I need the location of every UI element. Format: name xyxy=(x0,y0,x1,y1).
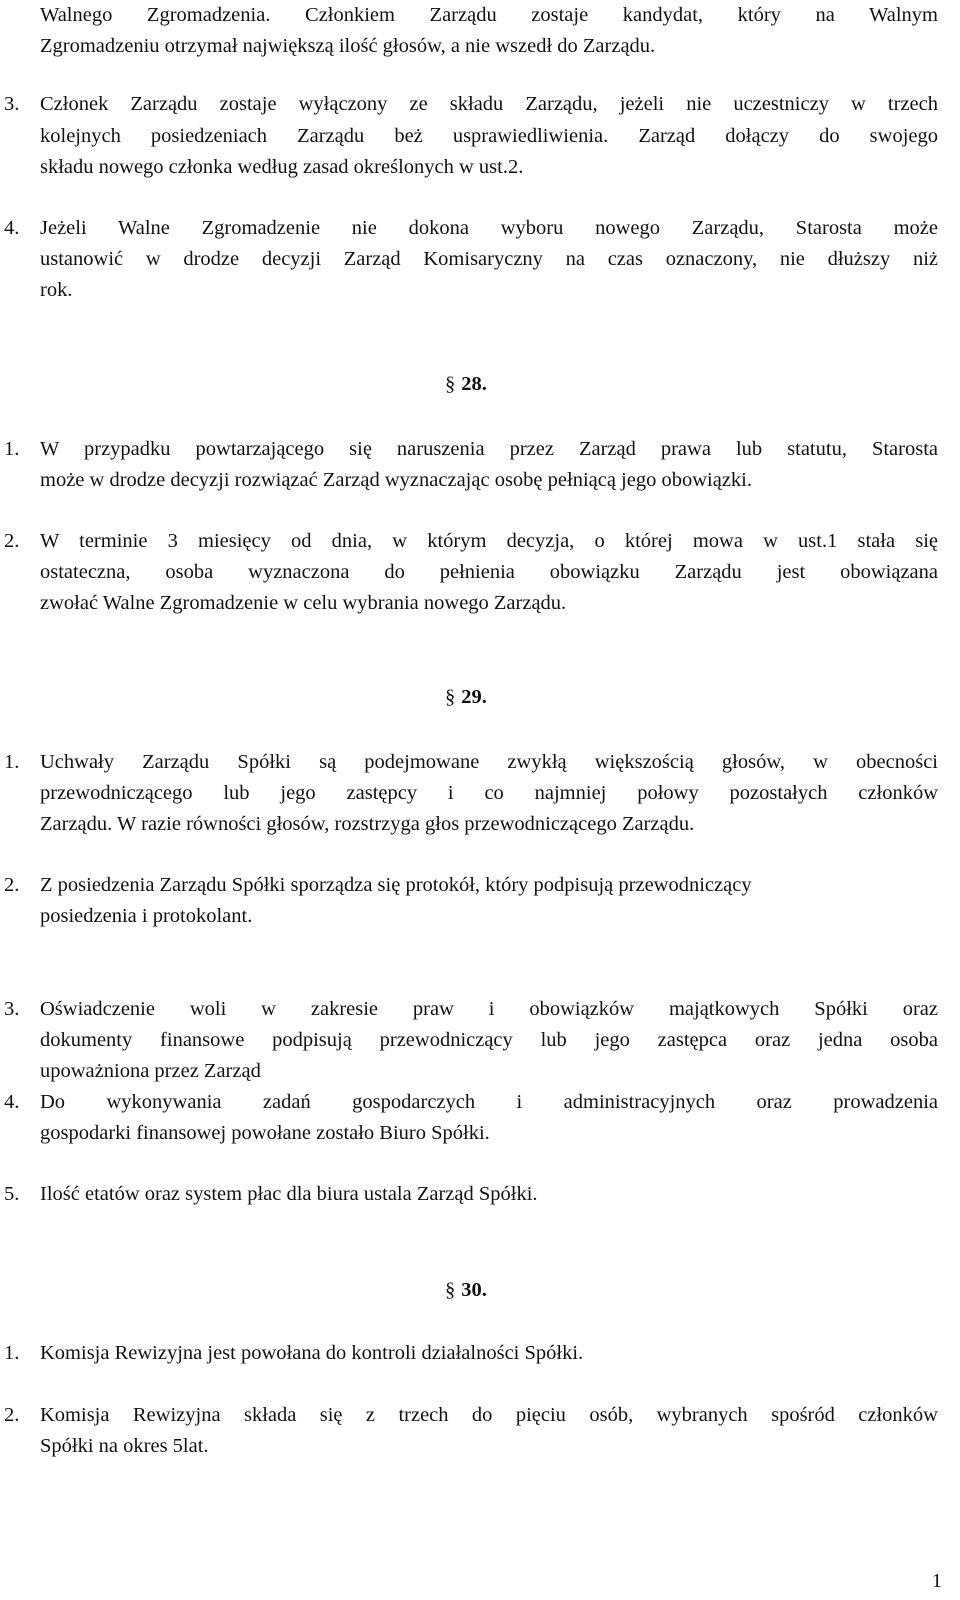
paragraph-line: posiedzenia i protokolant. xyxy=(40,905,253,927)
paragraph-line: Komisja Rewizyjna jest powołana do kontroli działalności Spółki. xyxy=(40,1342,584,1364)
paragraph-number: 3. xyxy=(4,998,20,1020)
intro-line-1: Walnego Zgromadzenia. Członkiem Zarządu zostaje kandydat, który na Walnym xyxy=(40,4,938,26)
section-number: 28. xyxy=(461,373,487,395)
paragraph-number: 1. xyxy=(4,751,20,773)
paragraph-line: rok. xyxy=(40,279,73,301)
paragraph-line: Członek Zarządu zostaje wyłączony ze składu Zarządu, jeżeli nie uczestniczy w trzech xyxy=(40,93,938,115)
section-symbol: § xyxy=(445,373,456,395)
paragraph-line: W terminie 3 miesięcy od dnia, w którym decyzja, o której mowa w ust.1 stała się xyxy=(40,530,938,552)
paragraph-line: ustanowić w drodze decyzji Zarząd Komisaryczny na czas oznaczony, nie dłuższy niż xyxy=(40,248,938,270)
paragraph-line: Zarządu. W razie równości głosów, rozstrzyga głos przewodniczącego Zarządu. xyxy=(40,813,695,835)
paragraph-line: ostateczna, osoba wyznaczona do pełnienia obowiązku Zarządu jest obowiązana xyxy=(40,561,938,583)
paragraph-number: 2. xyxy=(4,874,20,896)
section-heading-30 xyxy=(445,1274,487,1306)
paragraph-line: Oświadczenie woli w zakresie praw i obowiązków majątkowych Spółki oraz xyxy=(40,998,938,1020)
intro-line-2: Zgromadzeniu otrzymał największą ilość głosów, a nie wszedł do Zarządu. xyxy=(40,35,656,57)
paragraph-line: Uchwały Zarządu Spółki są podejmowane zwykłą większością głosów, w obecności xyxy=(40,751,938,773)
page-number: 1 xyxy=(931,1570,942,1592)
paragraph-line: Spółki na okres 5lat. xyxy=(40,1435,209,1457)
section-number: 30. xyxy=(461,1279,487,1301)
paragraph-number: 2. xyxy=(4,1404,20,1426)
paragraph-number: 5. xyxy=(4,1183,20,1205)
paragraph-line: kolejnych posiedzeniach Zarządu beż usprawiedliwienia. Zarząd dołączy do swojego xyxy=(40,125,938,147)
paragraph-line: Ilość etatów oraz system płac dla biura ustala Zarząd Spółki. xyxy=(40,1183,538,1205)
paragraph-line: Komisja Rewizyjna składa się z trzech do pięciu osób, wybranych spośród członków xyxy=(40,1404,938,1426)
paragraph-line: zwołać Walne Zgromadzenie w celu wybrania nowego Zarządu. xyxy=(40,592,567,614)
section-number: 29. xyxy=(461,686,487,708)
paragraph-line: W przypadku powtarzającego się naruszenia przez Zarząd prawa lub statutu, Starosta xyxy=(40,438,938,460)
paragraph-number: 1. xyxy=(4,1342,20,1364)
section-symbol: § xyxy=(445,1279,456,1301)
paragraph-line: Jeżeli Walne Zgromadzenie nie dokona wyboru nowego Zarządu, Starosta może xyxy=(40,217,938,239)
section-symbol: § xyxy=(445,686,456,708)
paragraph-line: przewodniczącego lub jego zastępcy i co najmniej połowy pozostałych członków xyxy=(40,782,938,804)
paragraph-line: może w drodze decyzji rozwiązać Zarząd wyznaczając osobę pełniącą jego obowiązki. xyxy=(40,469,752,491)
paragraph-line: składu nowego członka według zasad określonych w ust.2. xyxy=(40,156,524,178)
paragraph-number: 4. xyxy=(4,1091,20,1113)
paragraph-number: 3. xyxy=(4,93,20,115)
paragraph-line: Do wykonywania zadań gospodarczych i administracyjnych oraz prowadzenia xyxy=(40,1091,938,1113)
paragraph-number: 4. xyxy=(4,217,20,239)
paragraph-line: dokumenty finansowe podpisują przewodniczący lub jego zastępca oraz jedna osoba xyxy=(40,1029,938,1051)
section-heading-28 xyxy=(445,368,487,400)
paragraph-line: Z posiedzenia Zarządu Spółki sporządza się protokół, który podpisują przewodniczący xyxy=(40,874,752,896)
section-heading-29 xyxy=(445,681,487,713)
paragraph-number: 2. xyxy=(4,530,20,552)
paragraph-line: upoważniona przez Zarząd xyxy=(40,1060,261,1082)
paragraph-line: gospodarki finansowej powołane zostało Biuro Spółki. xyxy=(40,1122,490,1144)
paragraph-number: 1. xyxy=(4,438,20,460)
